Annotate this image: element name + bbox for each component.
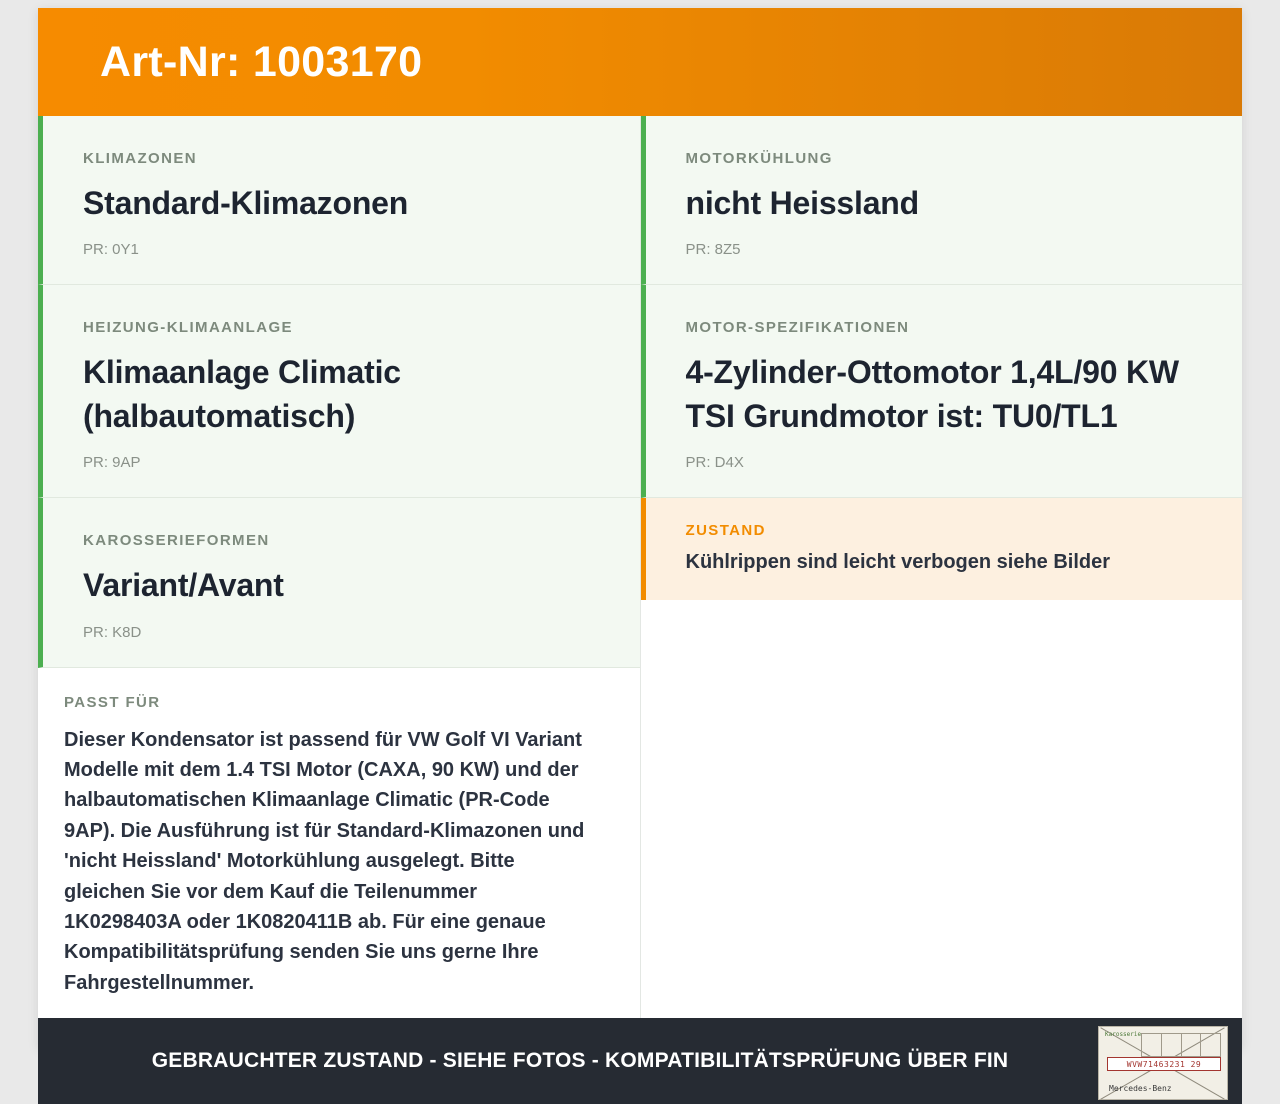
stamp-barcode: WVW71463231 29 <box>1107 1057 1221 1071</box>
spec-pr-code: PR: 9AP <box>83 454 141 472</box>
fits-for-text: Dieser Kondensator ist passend für VW Golf VI Variant Modelle mit dem 1.4 TSI Motor (CAXA, 90 KW) und der halbautomatischen Klimaanlage Climatic (PR-Code 9AP). Die Ausführung ist für Standard-Klimazonen und 'nicht Heissland' Motorkühlung ausgelegt. Bitte gleichen Sie vor dem Kauf die Teilenummer 1K0298403A oder 1K0820411B ab. Für eine genaue Kompatibilitätsprüfung senden Sie uns gerne Ihre Fahrgestellnummer. <box>64 728 585 994</box>
spec-karosserieformen <box>38 498 640 667</box>
vehicle-label-image <box>1098 1026 1228 1100</box>
page-title: Art-Nr: 1003170 <box>100 37 423 86</box>
spec-motorkuehlung <box>641 116 1243 285</box>
footer-text: GEBRAUCHTER ZUSTAND - SIEHE FOTOS - KOMPATIBILITÄTSPRÜFUNG ÜBER FIN <box>151 1049 1009 1073</box>
card-footer <box>38 1018 1242 1104</box>
spec-pr-code: PR: K8D <box>83 623 142 641</box>
condition-notice <box>641 498 1243 600</box>
spec-label: KAROSSERIEFORMEN <box>83 532 270 550</box>
fits-for-label: PASST FÜR <box>64 693 161 711</box>
condition-text: Kühlrippen sind leicht verbogen siehe Bilder <box>685 551 1111 574</box>
spec-value: Standard-Klimazonen <box>83 185 409 221</box>
spec-value: 4-Zylinder-Ottomotor 1,4L/90 KW TSI Grundmotor ist: TU0/TL1 <box>685 354 1179 435</box>
right-column-filler <box>641 600 1243 1018</box>
stamp-brand-text: Mercedes-Benz <box>1109 1084 1172 1094</box>
fits-for-section <box>38 668 640 1019</box>
spec-label: MOTORKÜHLUNG <box>685 150 833 167</box>
spec-value: Variant/Avant <box>83 567 284 604</box>
spec-klimazonen <box>38 116 640 285</box>
condition-label: ZUSTAND <box>685 522 766 540</box>
stamp-grid <box>1141 1033 1221 1057</box>
right-column <box>641 116 1243 1018</box>
spec-heizung-klimaanlage <box>38 285 640 498</box>
spec-pr-code: PR: 8Z5 <box>685 241 741 259</box>
left-column <box>38 116 641 1018</box>
spec-pr-code: PR: D4X <box>685 454 744 472</box>
card-header <box>38 8 1242 116</box>
spec-motor-spezifikationen <box>641 285 1243 498</box>
spec-value: nicht Heissland <box>685 185 920 221</box>
spec-label: KLIMAZONEN <box>83 150 197 167</box>
spec-value: Klimaanlage Climatic (halbautomatisch) <box>83 354 401 435</box>
card-body <box>38 116 1242 1018</box>
product-info-card <box>38 8 1242 1094</box>
spec-pr-code: PR: 0Y1 <box>83 241 139 259</box>
spec-label: HEIZUNG-KLIMAANLAGE <box>83 319 293 337</box>
stamp-top-text: Karosserie <box>1105 1031 1142 1039</box>
spec-label: MOTOR-SPEZIFIKATIONEN <box>685 319 910 337</box>
